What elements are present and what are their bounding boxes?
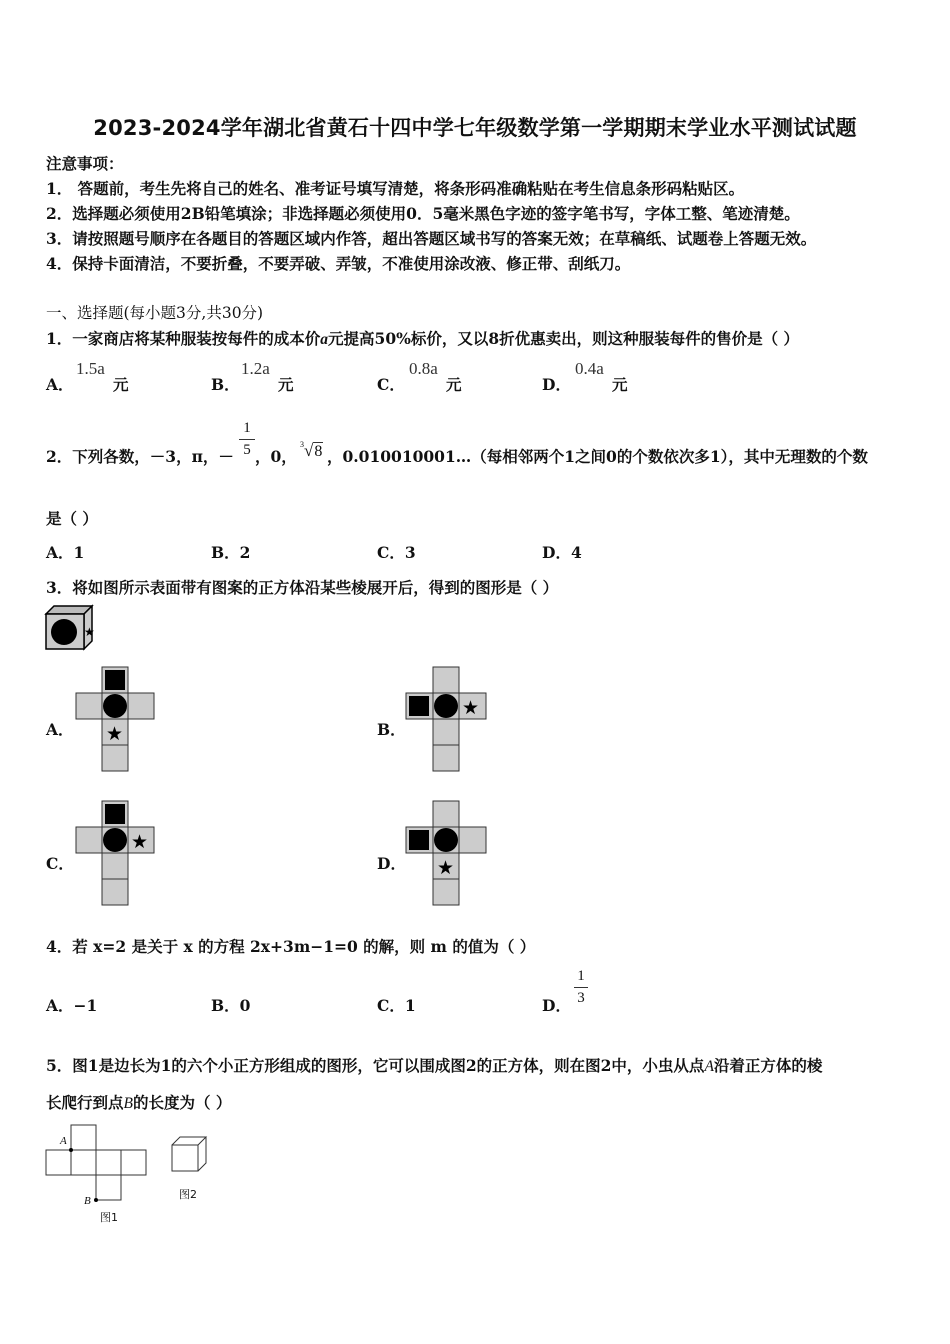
q5-line2: 长爬行到点B的长度为（ ） xyxy=(46,1093,232,1112)
q2-option-c: C．3 xyxy=(377,543,416,562)
q1-text: 1．一家商店将某种服装按每件的成本价a元提高50%标价，又以8折优惠卖出，则这种服装每件的售价是（ ） xyxy=(46,329,800,348)
notice-item-4: 4．保持卡面清洁，不要折叠，不要弄破、弄皱，不准使用涂改液、修正带、刮纸刀。 xyxy=(46,254,631,273)
svg-text:★: ★ xyxy=(462,697,480,719)
q5-figure-2-caption: 图2 xyxy=(179,1188,197,1201)
q5-label-b: B xyxy=(84,1195,91,1207)
q1-option-b-expr: 1.2a xyxy=(241,359,270,378)
q1-option-b-unit: 元 xyxy=(278,375,294,394)
q4-option-b: B．0 xyxy=(211,996,251,1015)
q2-fraction: 1 5 xyxy=(239,420,255,459)
notice-heading: 注意事项： xyxy=(46,154,124,173)
q1-option-d-expr: 0.4a xyxy=(575,359,604,378)
q3-net-c xyxy=(76,801,156,907)
page-title: 2023-2024学年湖北省黄石十四中学七年级数学第一学期期末学业水平测试试题 xyxy=(93,116,857,140)
q5-figure-1-caption: 图1 xyxy=(100,1211,118,1224)
q3-option-d: D． xyxy=(377,854,406,873)
q2-cube-root: $^3$√8 xyxy=(300,440,323,460)
q3-text: 3．将如图所示表面带有图案的正方体沿某些棱展开后，得到的图形是（ ） xyxy=(46,578,559,597)
q1-option-c-unit: 元 xyxy=(446,375,462,394)
svg-text:★: ★ xyxy=(437,857,455,879)
q2-mid: ，0， xyxy=(255,447,297,466)
q4-option-c: C．1 xyxy=(377,996,416,1015)
q1-option-c: C． xyxy=(377,375,405,394)
svg-text:★: ★ xyxy=(106,723,124,745)
svg-text:★: ★ xyxy=(131,831,149,853)
q1-option-d-unit: 元 xyxy=(612,375,628,394)
q1-option-a: A． xyxy=(46,375,74,394)
q1-option-b: B． xyxy=(211,375,240,394)
q3-option-a: A． xyxy=(46,720,74,739)
q4-option-d: D． xyxy=(542,996,571,1015)
q5-label-a: A xyxy=(60,1135,67,1147)
q3-option-c: C． xyxy=(46,854,74,873)
q1-option-c-expr: 0.8a xyxy=(409,359,438,378)
notice-item-1: 1． 答题前，考生先将自己的姓名、准考证号填写清楚，将条形码准确粘贴在考生信息条形码粘贴区。 xyxy=(46,179,745,198)
q3-option-b: B． xyxy=(377,720,406,739)
q4-option-d-fraction: 1 3 xyxy=(574,968,588,1007)
q3-net-a xyxy=(76,667,156,773)
q3-net-d xyxy=(406,801,488,907)
q1-option-a-expr: 1.5a xyxy=(76,359,105,378)
q3-cube-figure xyxy=(46,606,95,650)
svg-text:★: ★ xyxy=(84,625,95,639)
q4-text: 4．若 x=2 是关于 x 的方程 2x+3m−1=0 的解，则 m 的值为（ ） xyxy=(46,937,536,956)
q5-line1: 5．图1是边长为1的六个小正方形组成的图形，它可以围成图2的正方体，则在图2中，小虫从点A沿着正方体的棱 xyxy=(46,1056,823,1075)
q1-option-a-unit: 元 xyxy=(113,375,129,394)
q2-option-a: A．1 xyxy=(46,543,85,562)
q5-figure-2-cube xyxy=(171,1136,209,1174)
notice-item-2: 2．选择题必须使用2B铅笔填涂；非选择题必须使用0．5毫米黑色字迹的签字笔书写，字体工整、笔迹清楚。 xyxy=(46,204,800,223)
notice-item-3: 3．请按照题号顺序在各题目的答题区域内作答，超出答题区域书写的答案无效；在草稿纸、试题卷上答题无效。 xyxy=(46,229,817,248)
q2-option-b: B．2 xyxy=(211,543,251,562)
q2-end: ，0.010010001…（每相邻两个1之间0的个数依次多1），其中无理数的个数 xyxy=(327,447,868,466)
section-heading: 一、选择题(每小题3分,共30分) xyxy=(46,304,264,322)
q2-line2: 是（ ） xyxy=(46,509,98,528)
q2-start: 2．下列各数，－3，π，－ xyxy=(46,447,234,466)
q3-net-b xyxy=(406,667,488,773)
q2-option-d: D．4 xyxy=(542,543,582,562)
q4-option-a: A．−1 xyxy=(46,996,98,1015)
q1-option-d: D． xyxy=(542,375,571,394)
